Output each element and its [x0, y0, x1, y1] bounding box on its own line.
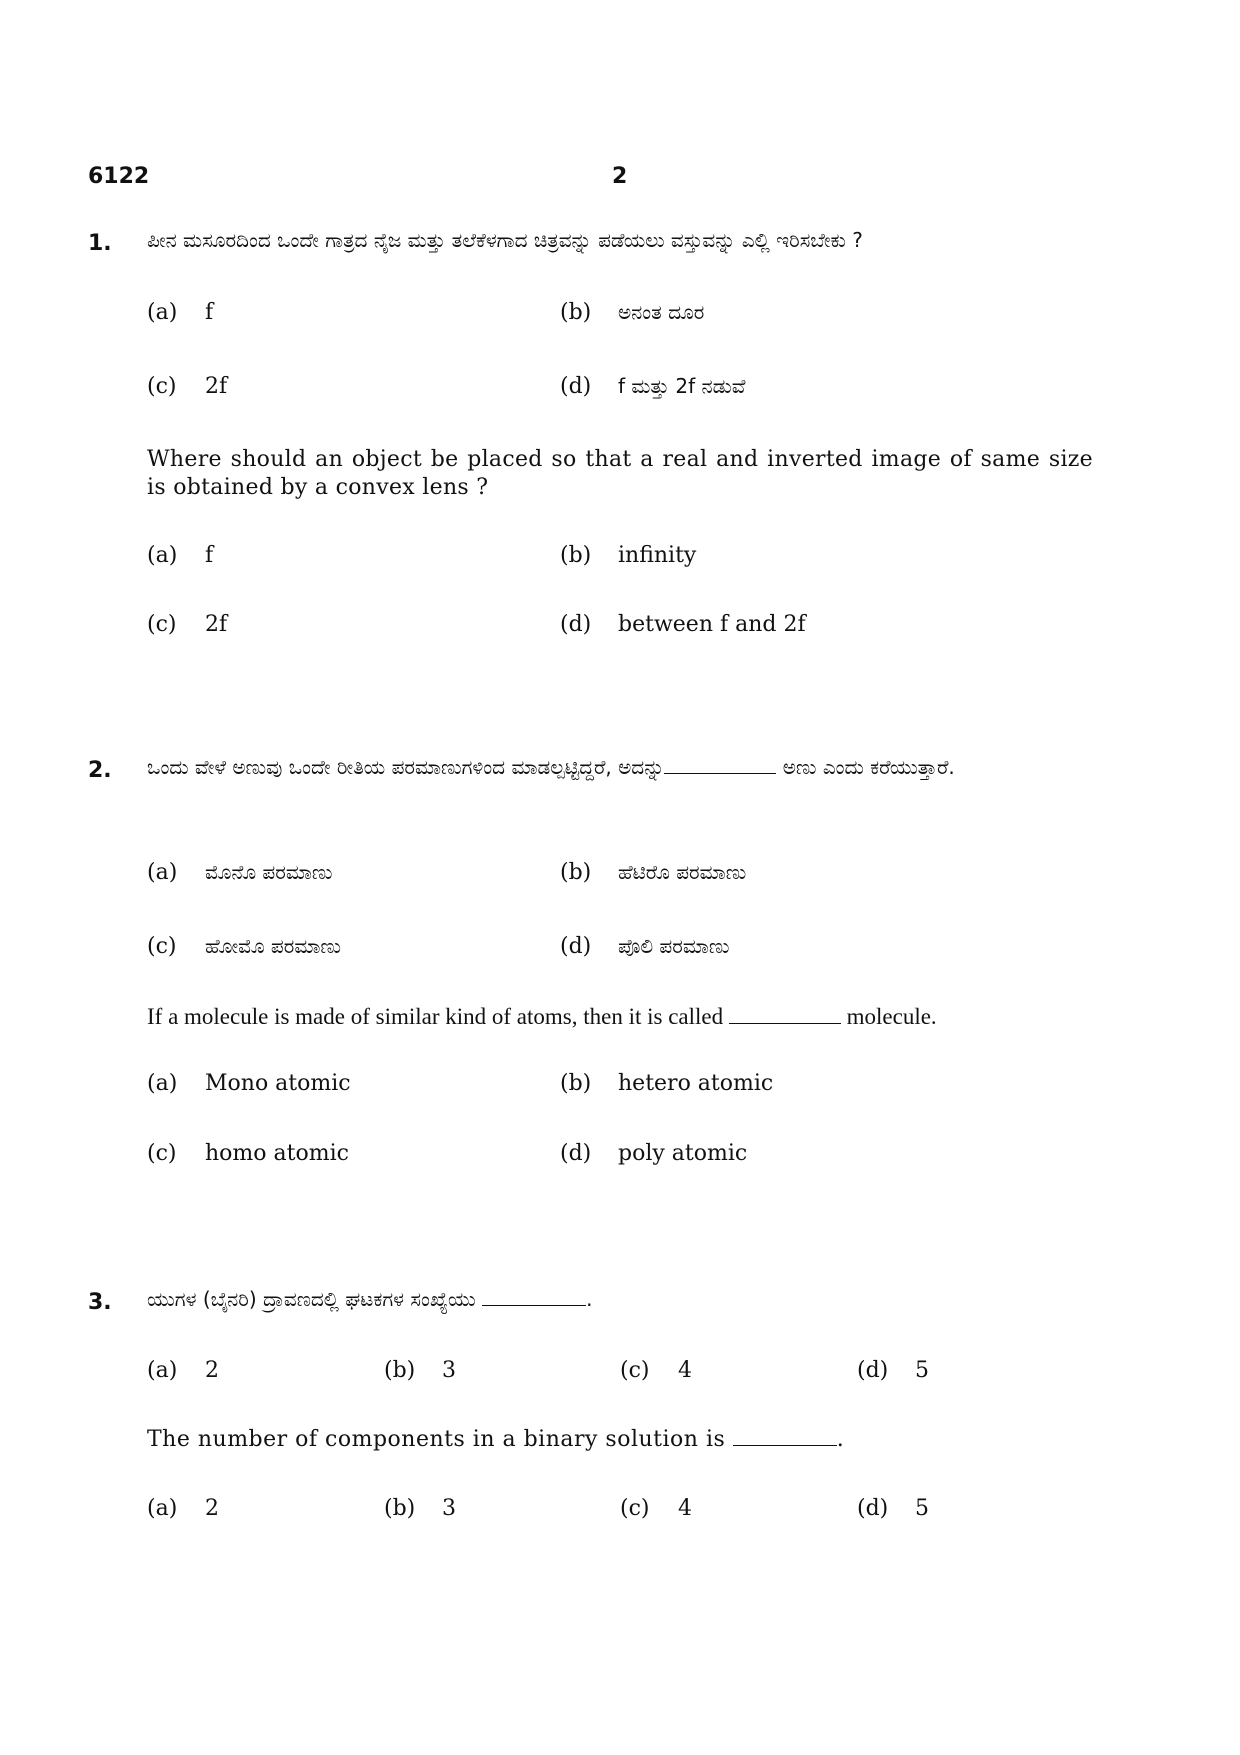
- option-text: Mono atomic: [205, 1071, 351, 1096]
- q2-en-option-b: [560, 1071, 773, 1096]
- option-text: 4: [678, 1358, 692, 1383]
- option-label: (d): [560, 612, 592, 637]
- option-label: (a): [147, 300, 178, 325]
- option-text: 3: [442, 1358, 456, 1383]
- q2-kn-option-b: [560, 860, 746, 885]
- answer-blank: [733, 1427, 837, 1446]
- option-label: (d): [560, 1141, 592, 1166]
- option-text: 4: [678, 1496, 692, 1521]
- option-label: (b): [384, 1496, 416, 1521]
- option-label: (b): [384, 1358, 416, 1383]
- q1-en-option-b: [560, 543, 696, 568]
- option-label: (c): [147, 612, 177, 637]
- option-label: (a): [147, 1496, 178, 1521]
- q3-en-option-a: [147, 1496, 219, 1521]
- question-3-english-text: [147, 1426, 1093, 1454]
- question-2-english-text: [147, 1003, 1093, 1031]
- question-text-start: The number of components in a binary solution is: [147, 1427, 726, 1452]
- option-label: (d): [560, 934, 592, 959]
- question-1-number: 1.: [88, 231, 112, 256]
- option-label: (d): [857, 1358, 889, 1383]
- option-label: (c): [620, 1358, 650, 1383]
- q3-en-option-c: [620, 1496, 692, 1521]
- q3-kn-option-a: [147, 1358, 219, 1383]
- question-3-number: 3.: [88, 1290, 112, 1315]
- q1-en-option-a: [147, 543, 213, 568]
- option-label: (c): [147, 934, 177, 959]
- question-text-start: If a molecule is made of similar kind of atoms, then it is called: [147, 1004, 724, 1029]
- option-text: homo atomic: [205, 1141, 349, 1166]
- page-number: 2: [612, 164, 628, 189]
- option-text: between f and 2f: [618, 612, 806, 637]
- q1-kn-option-b: [560, 300, 704, 325]
- option-label: (b): [560, 1071, 592, 1096]
- question-1-kannada-text: ಪೀನ ಮಸೂರದಿಂದ ಒಂದೇ ಗಾತ್ರದ ನೈಜ ಮತ್ತು ತಲೆಕೆಳಗಾದ ಚಿತ್ರವನ್ನು ಪಡೆಯಲು ವಸ್ತುವನ್ನು ಎಲ್ಲಿ ಇರಿಸಬೇಕು ?: [147, 228, 863, 252]
- q2-kn-option-d: [560, 934, 729, 959]
- option-label: (c): [620, 1496, 650, 1521]
- option-text: hetero atomic: [618, 1071, 774, 1096]
- option-text: ಮೊನೊ ಪರಮಾಣು: [205, 860, 333, 884]
- paper-code: 6122: [88, 164, 150, 189]
- q2-kn-option-a: [147, 860, 332, 885]
- option-label: (a): [147, 1071, 178, 1096]
- q1-kn-option-a: [147, 300, 213, 325]
- option-text: 5: [915, 1358, 929, 1383]
- q3-en-option-d: [857, 1496, 929, 1521]
- q3-kn-option-d: [857, 1358, 929, 1383]
- option-text: infinity: [618, 543, 697, 568]
- question-1-english-text: Where should an object be placed so that a real and inverted image of same size is obtained by a convex lens ?: [147, 447, 1093, 500]
- question-text-start: ಒಂದು ವೇಳೆ ಅಣುವು ಒಂದೇ ರೀತಿಯ ಪರಮಾಣುಗಳಿಂದ ಮಾಡಲ್ಪಟ್ಟಿದ್ದರೆ, ಅದನ್ನು: [147, 755, 665, 779]
- option-text: ಹೆಟಿರೊ ಪರಮಾಣು: [618, 860, 747, 884]
- question-text-start: ಯುಗಳ (ಬೈನರಿ) ದ್ರಾವಣದಲ್ಲಿ ಘಟಕಗಳ ಸಂಖ್ಯೆಯು: [147, 1287, 476, 1311]
- question-2-number: 2.: [88, 758, 112, 783]
- option-text: f: [205, 300, 214, 325]
- question-text-end: ಅಣು ಎಂದು ಕರೆಯುತ್ತಾರೆ.: [782, 755, 955, 779]
- q1-en-option-d: [560, 612, 806, 637]
- q3-en-option-b: [384, 1496, 456, 1521]
- option-label: (d): [857, 1496, 889, 1521]
- question-3-kannada-text: [147, 1284, 1093, 1314]
- option-text: 2f: [205, 612, 228, 637]
- question-2-kannada-text: [147, 752, 1093, 782]
- option-label: (b): [560, 543, 592, 568]
- option-text: f ಮತ್ತು 2f ನಡುವೆ: [618, 374, 746, 398]
- q3-kn-option-b: [384, 1358, 456, 1383]
- option-text: ಅನಂತ ದೂರ: [618, 300, 705, 324]
- option-text: ಹೋಮೊ ಪರಮಾಣು: [205, 934, 341, 958]
- option-text: 5: [915, 1496, 929, 1521]
- option-label: (d): [560, 374, 592, 399]
- question-text-end: .: [586, 1287, 593, 1311]
- option-text: f: [205, 543, 214, 568]
- option-text: 2: [205, 1496, 219, 1521]
- option-label: (b): [560, 860, 592, 885]
- q1-en-option-c: [147, 612, 227, 637]
- q1-kn-option-c: [147, 374, 227, 399]
- option-text: 2f: [205, 374, 228, 399]
- q2-en-option-c: [147, 1141, 349, 1166]
- option-text: poly atomic: [618, 1141, 748, 1166]
- q2-en-option-d: [560, 1141, 747, 1166]
- q1-kn-option-d: [560, 374, 745, 399]
- option-text: 3: [442, 1496, 456, 1521]
- q2-en-option-a: [147, 1071, 351, 1096]
- question-text-end: .: [836, 1427, 845, 1452]
- option-label: (a): [147, 543, 178, 568]
- option-text: 2: [205, 1358, 219, 1383]
- option-label: (b): [560, 300, 592, 325]
- option-label: (a): [147, 1358, 178, 1383]
- question-text-end: molecule.: [846, 1004, 937, 1029]
- answer-blank: [482, 1287, 586, 1306]
- option-label: (c): [147, 1141, 177, 1166]
- q2-kn-option-c: [147, 934, 341, 959]
- q3-kn-option-c: [620, 1358, 692, 1383]
- answer-blank: [664, 755, 776, 774]
- option-label: (c): [147, 374, 177, 399]
- option-label: (a): [147, 860, 178, 885]
- option-text: ಪೊಲಿ ಪರಮಾಣು: [618, 934, 730, 958]
- answer-blank: [729, 1005, 841, 1024]
